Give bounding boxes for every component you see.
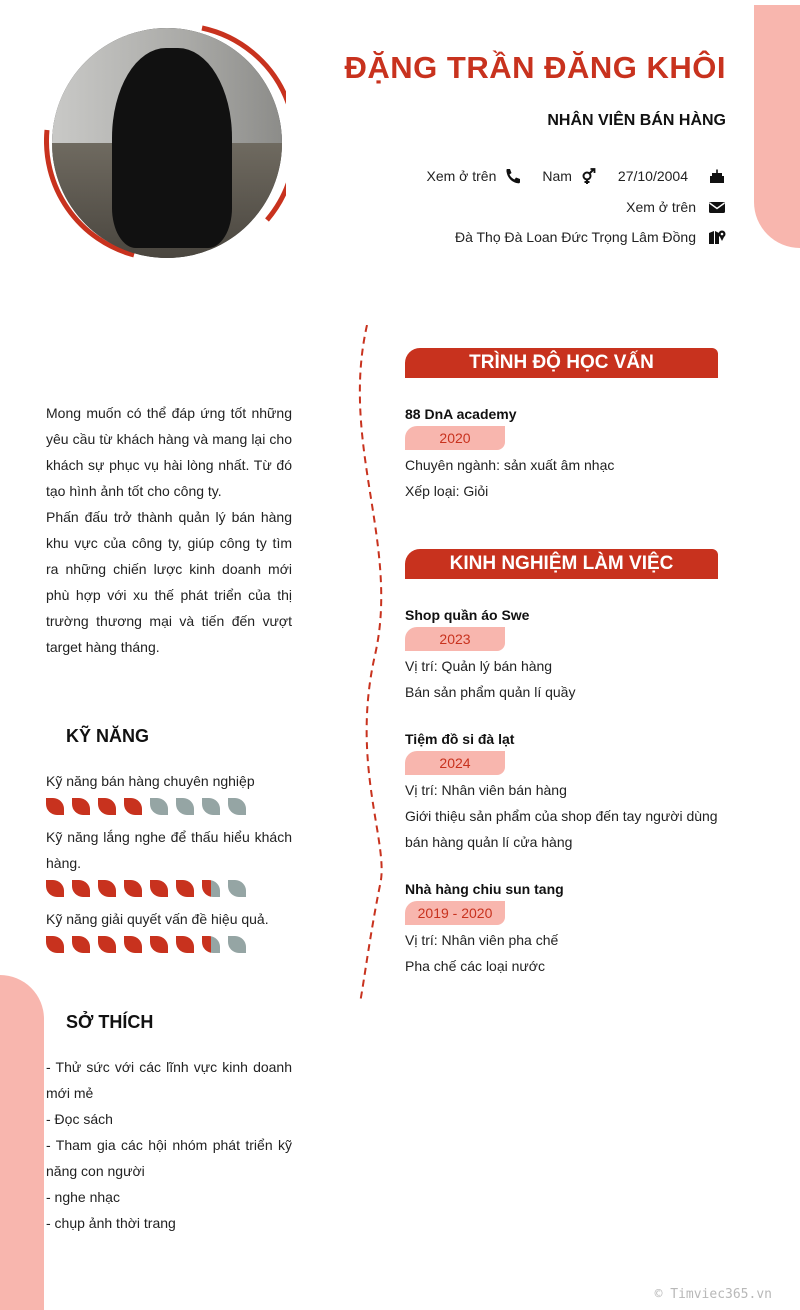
mail-icon [708, 199, 726, 215]
contact-row-3 [455, 229, 726, 245]
avatar [52, 28, 282, 258]
career-objective [46, 400, 292, 660]
wavy-divider [340, 325, 390, 1005]
year-badge: 2024 [405, 751, 505, 775]
hobbies-title: SỞ THÍCH [66, 1012, 154, 1032]
gender-icon [580, 168, 598, 184]
entry-detail: bán hàng quản lí cửa hàng [405, 834, 573, 850]
hobby-item: - Đọc sách [46, 1111, 113, 1127]
rating-leaf [98, 798, 116, 815]
skill-rating [46, 936, 292, 956]
job-title: NHÂN VIÊN BÁN HÀNG [547, 112, 726, 129]
email-item[interactable] [626, 199, 726, 215]
experience-entry [405, 729, 718, 855]
entry-detail: Xếp loại: Giỏi [405, 483, 489, 499]
company-name: Tiệm đồ si đà lạt [405, 731, 515, 747]
gender-item [542, 168, 598, 184]
rating-leaf [202, 880, 220, 897]
rating-leaf [72, 936, 90, 953]
skill-item [46, 824, 292, 900]
rating-leaf [46, 880, 64, 897]
rating-leaf [176, 936, 194, 953]
year-badge: 2019 - 2020 [405, 901, 505, 925]
entry-detail: Chuyên ngành: sản xuất âm nhạc [405, 457, 615, 473]
skill-item [46, 906, 292, 956]
rating-leaf [202, 798, 220, 815]
contact-row-1 [426, 168, 726, 184]
footer-credit[interactable]: © Timviec365.vn [654, 1287, 772, 1302]
rating-leaf [124, 936, 142, 953]
hobby-item: - chụp ảnh thời trang [46, 1215, 176, 1231]
hobbies-list [46, 1054, 292, 1236]
gender-value: Nam [542, 168, 572, 184]
rating-leaf [72, 798, 90, 815]
rating-leaf [98, 880, 116, 897]
rating-leaf [150, 798, 168, 815]
rating-leaf [46, 936, 64, 953]
rating-leaf [150, 880, 168, 897]
skills-list [46, 768, 292, 962]
rating-leaf [72, 880, 90, 897]
address-value: Đà Thọ Đà Loan Đức Trọng Lâm Đồng [454, 229, 696, 245]
year-badge: 2023 [405, 627, 505, 651]
entry-detail: Vị trí: Quản lý bán hàng [405, 658, 553, 674]
rating-leaf [98, 936, 116, 953]
education-banner: TRÌNH ĐỘ HỌC VẤN [405, 348, 718, 378]
entry-detail: Vị trí: Nhân viên pha chế [405, 932, 559, 948]
skill-name: Kỹ năng giải quyết vấn đề hiệu quả. [46, 911, 269, 927]
phone-icon [504, 168, 522, 184]
skill-name: Kỹ năng lắng nghe để thấu hiểu khách hàng. [46, 829, 292, 871]
rating-leaf [150, 936, 168, 953]
year-badge: 2020 [405, 426, 505, 450]
experience-entry [405, 879, 718, 979]
experience-entry [405, 605, 718, 705]
contact-row-2 [626, 199, 726, 215]
hobby-item: - Thử sức với các lĩnh vực kinh doanh mới mẻ [46, 1059, 292, 1101]
candidate-name: ĐẶNG TRẦN ĐĂNG KHÔI [344, 50, 726, 85]
rating-leaf [124, 798, 142, 815]
skill-item [46, 768, 292, 818]
hobby-item: - Tham gia các hội nhóm phát triển kỹ năng con người [46, 1137, 292, 1179]
rating-leaf [202, 936, 220, 953]
address-item [455, 229, 726, 245]
company-name: Shop quần áo Swe [405, 607, 530, 623]
birthday-value: 27/10/2004 [617, 168, 688, 184]
skill-name: Kỹ năng bán hàng chuyên nghiệp [46, 773, 255, 789]
objective-paragraph: Mong muốn có thể đáp ứng tốt những yêu cầu từ khách hàng và mang lại cho khách sự phục vụ hài lòng nhất. Từ đó tạo hình ảnh tốt cho công ty. [46, 405, 292, 499]
decor-top-right [754, 5, 800, 248]
decor-bottom-left [0, 975, 44, 1310]
birthday-item [618, 168, 726, 184]
phone-item[interactable] [426, 168, 522, 184]
skills-title: KỸ NĂNG [66, 726, 150, 746]
company-name: Nhà hàng chiu sun tang [405, 881, 564, 897]
cake-icon [708, 168, 726, 184]
rating-leaf [176, 880, 194, 897]
skill-rating [46, 798, 292, 818]
education-entry [405, 404, 718, 504]
rating-leaf [176, 798, 194, 815]
map-icon [708, 229, 726, 245]
experience-banner: KINH NGHIỆM LÀM VIỆC [405, 549, 718, 579]
entry-detail: Bán sản phẩm quản lí quầy [405, 684, 576, 700]
rating-leaf [228, 936, 246, 953]
entry-detail: Pha chế các loại nước [405, 958, 545, 974]
rating-leaf [124, 880, 142, 897]
rating-leaf [228, 880, 246, 897]
hobby-item: - nghe nhạc [46, 1189, 120, 1205]
objective-paragraph: Phấn đấu trở thành quản lý bán hàng khu vực của công ty, giúp công ty tìm ra những chiến lược kinh doanh mới phù hợp với xu thế phát triển của thị trường thương mại và tiến đến vượt target hàng tháng. [46, 509, 292, 655]
entry-detail: Giới thiệu sản phẩm của shop đến tay người dùng [405, 808, 718, 824]
phone-value: Xem ở trên [426, 168, 497, 184]
rating-leaf [228, 798, 246, 815]
rating-leaf [46, 798, 64, 815]
skill-rating [46, 880, 292, 900]
entry-detail: Vị trí: Nhân viên bán hàng [405, 782, 567, 798]
avatar-block [44, 25, 286, 261]
school-name: 88 DnA academy [405, 406, 517, 422]
email-value: Xem ở trên [626, 199, 696, 215]
